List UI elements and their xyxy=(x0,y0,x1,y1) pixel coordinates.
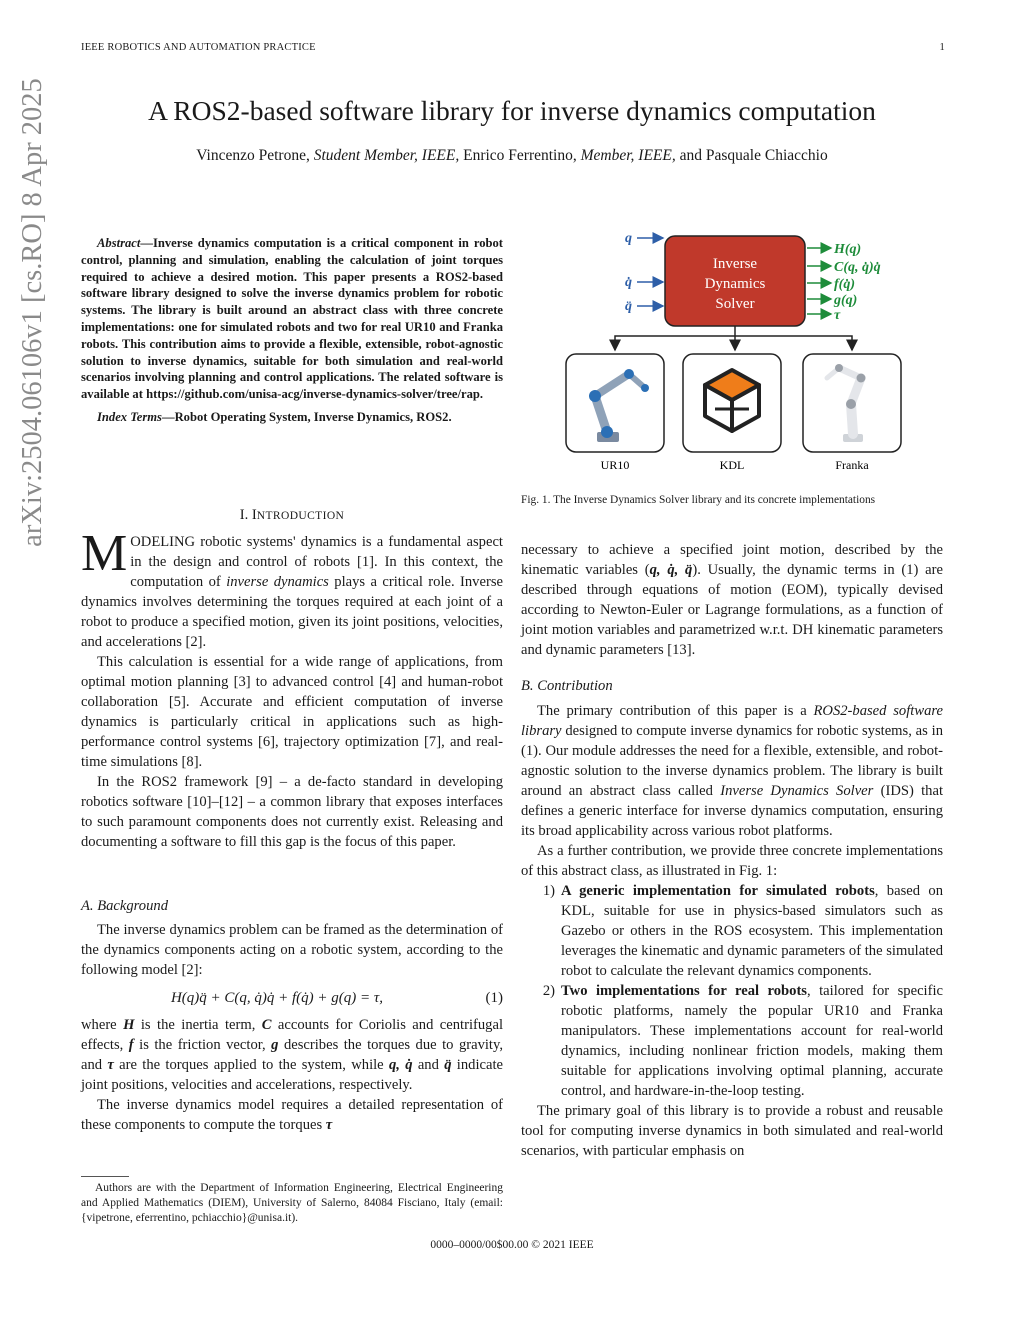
footnote-block xyxy=(81,1181,503,1226)
continuation-paragraph: necessary to achieve a specified joint motion, described by the kinematic variables (q, q̇, q̈). Usually, the dynamic terms in (1) are described through equations of motion (EOM), typically devised according to Newton-Euler or Lagrange formulations, as a function of joint motion variables and parametrized w.r.t. DH kinematic parameters and dynamic parameters [13]. xyxy=(521,542,944,658)
index-terms xyxy=(81,409,503,426)
abstract-block xyxy=(81,235,503,426)
author-line xyxy=(0,147,1024,165)
author-role: Member, IEEE, xyxy=(580,147,676,164)
input-label-qdot: q̇ xyxy=(625,275,632,290)
running-header: IEEE ROBOTICS AND AUTOMATION PRACTICE xyxy=(81,42,316,53)
contribution-paragraph-2: As a further contribution, we provide three concrete implementations of this abstract class, as illustrated in Fig. 1: xyxy=(521,843,943,879)
affiliation-footnote: Authors are with the Department of Information Engineering, Electrical Engineering and Applied Mathematics (DIEM), University of Salerno, 84084 Fisciano, Italy (email: {vipetrone, eferrentino, pchiacchio}@unisa.it). xyxy=(81,1182,503,1224)
solver-label-1: Inverse xyxy=(712,256,758,272)
abstract-text: —Inverse dynamics computation is a critical component in robot control, planning and simulation, enabling the calculation of joint torques required to achieve a desired motion. This paper presents a ROS2-based software library designed to solve the inverse dynamics problem for robotic systems. The library is built around an abstract class with three concrete implementations: one for simulated robots and two for real UR10 and Franka robots. This contribution aims to provide a flexible, extensible, robot-agnostic solution to inverse dynamics, suitable for both simulation and real-world scenarios involving planning and control applications. The related software is available at https://github.com/unisa-acg/inverse-dynamics-solver/tree/rap. xyxy=(81,236,503,402)
author-petrone: Vincenzo Petrone, xyxy=(196,147,310,164)
background-paragraph-2: where H is the inertia term, C accounts for Coriolis and centrifugal effects, f is the friction vector, g describes the torques due to gravity, and τ are the torques applied to the system, while q, q̇ and q̈ indicate joint positions, velocities and accelerations, respectively. xyxy=(81,1017,503,1093)
right-column xyxy=(521,540,943,1161)
equation-number: (1) xyxy=(485,990,503,1006)
intro-paragraph-2: This calculation is essential for a wide range of applications, from optimal motion planning [3] to advanced control [4] and human-robot collaboration [5]. Accurate and efficient computation of inverse dynamics is particularly critical in applications such as high-performance control systems [6], trajectory optimization [7], and real-time simulations [8]. xyxy=(81,654,503,770)
equation-1 xyxy=(81,990,503,1007)
arxiv-stamp: arXiv:2504.06106v1 [cs.RO] 8 Apr 2025 xyxy=(17,78,48,547)
list-item: 2) Two implementations for real robots, tailored for specific robotic platforms, namely the popular UR10 and Franka manipulators. These implementations account for real-world dynamics, including nonlinear friction models, making them suitable for applications involving optimal planning, accurate control, and hardware-in-the-loop testing. xyxy=(542,983,944,1099)
author-ferrentino: Enrico Ferrentino, xyxy=(463,147,577,164)
output-label-tau: τ xyxy=(834,308,841,323)
ur10-label: UR10 xyxy=(600,458,630,472)
solver-label-3: Solver xyxy=(715,296,755,312)
figure-1 xyxy=(521,228,943,490)
abstract-label: Abstract xyxy=(97,236,141,250)
connector-arrow xyxy=(615,336,735,350)
contribution-paragraph-3: The primary goal of this library is to provide a robust and reusable tool for computing inverse dynamics in both simulated and real-world scenarios, with particular emphasis on xyxy=(521,1103,943,1159)
output-label-g: g(q) xyxy=(834,293,858,308)
figure-caption: Fig. 1. The Inverse Dynamics Solver library and its concrete implementations xyxy=(521,494,876,506)
list-item: 1) A generic implementation for simulated robots, based on KDL, suitable for use in physics-based simulators such as Gazebo or others in the ROS ecosystem. This implementation leverages the kinematic and dynamic parameters of the simulated robot to calculate the relevant dynamics components. xyxy=(542,883,943,979)
section-heading: I. INTRODUCTION xyxy=(239,507,345,523)
contribution-list xyxy=(521,881,943,1101)
index-terms-label: Index Terms xyxy=(97,409,162,424)
kdl-label: KDL xyxy=(719,458,745,472)
section-background xyxy=(81,898,503,1135)
background-paragraph-1: The inverse dynamics problem can be framed as the determination of the dynamics components acting on a robotic system, according to the following model [2]: xyxy=(81,922,503,978)
output-label-H: H(q) xyxy=(834,242,862,257)
output-label-f: f(q̇) xyxy=(834,277,855,292)
output-label-C: C(q, q̇)q̇ xyxy=(834,260,881,275)
background-paragraph-3: The inverse dynamics model requires a detailed representation of these components to compute the torques τ xyxy=(81,1097,503,1133)
section-introduction xyxy=(81,507,503,852)
connector-arrow xyxy=(735,336,852,350)
index-terms-text: —Robot Operating System, Inverse Dynamics, ROS2. xyxy=(161,409,452,424)
author-chiacchio: and Pasquale Chiacchio xyxy=(679,147,828,164)
contribution-paragraph-1: The primary contribution of this paper is a ROS2-based software library designed to compute inverse dynamics for robotic systems, as in (1). Our module addresses the need for a flexible, extensible, and robot-agnostic solution to the inverse dynamics problem. The library is built around an abstract class called Inverse Dynamics Solver (IDS) that defines a generic interface for inverse dynamics computation, ensuring its broad applicability across various robot platforms. xyxy=(521,703,943,839)
subsection-heading: B. Contribution xyxy=(521,678,613,694)
franka-label: Franka xyxy=(835,458,869,472)
author-role: Student Member, IEEE, xyxy=(313,147,460,164)
copyright-line: 0000–0000/00$00.00 © 2021 IEEE xyxy=(430,1239,594,1251)
paper-title: A ROS2-based software library for inverse dynamics computation xyxy=(148,95,876,126)
subsection-heading: A. Background xyxy=(81,898,168,914)
intro-paragraph-3: In the ROS2 framework [9] – a de-facto standard in developing robotics software [10]–[12] – a common library that exposes interfaces to such paramount components does not currently exist. Releasing and documenting a software to fill this gap is the focus of this paper. xyxy=(81,774,503,850)
page-number: 1 xyxy=(939,42,945,53)
equation-body: H(q)q̈ + C(q, q̇)q̇ + f(q̇) + g(q) = τ, xyxy=(170,990,384,1006)
abstract xyxy=(81,235,503,403)
footnote-rule xyxy=(81,1176,129,1177)
intro-paragraph-1: MODELING robotic systems' dynamics is a fundamental aspect in the design and control of robots [1]. In this context, the computation of inverse dynamics plays a critical role. Inverse dynamics involves determining the torques required at each joint of a robot to produce a specified motion, given its joint positions, velocities, and accelerations [2]. xyxy=(81,525,503,650)
input-label-q: q xyxy=(625,231,632,246)
drop-cap: M xyxy=(81,525,128,582)
input-label-qddot: q̈ xyxy=(625,299,632,314)
solver-label-2: Dynamics xyxy=(704,276,766,292)
